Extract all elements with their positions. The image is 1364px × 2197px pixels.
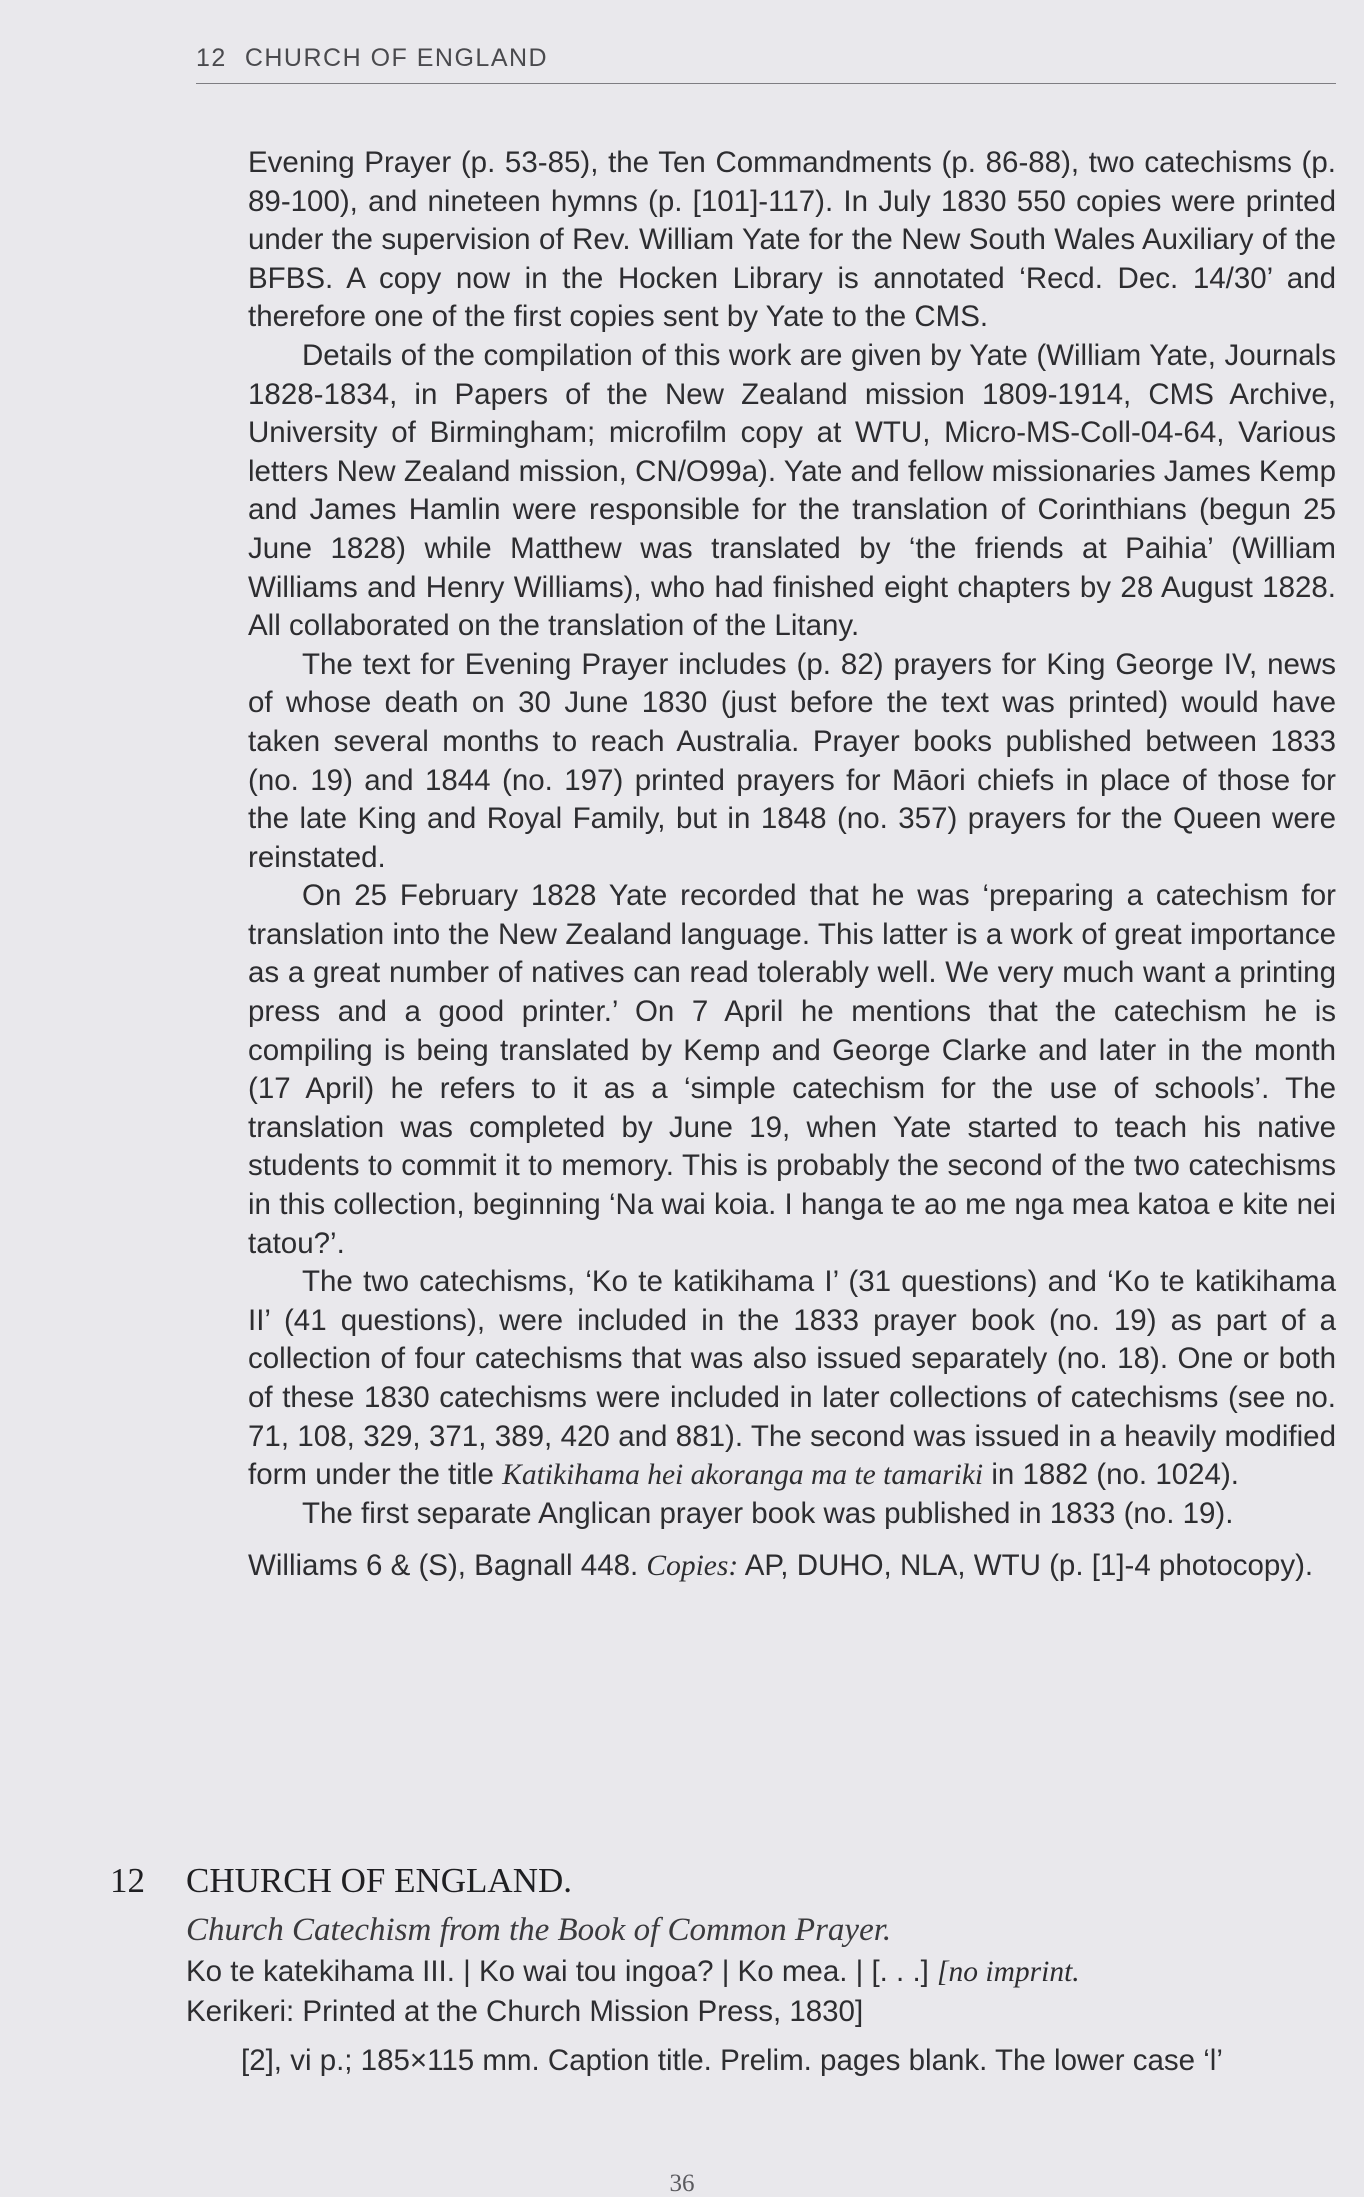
paragraph: The text for Evening Prayer includes (p. 82) prayers for King George IV, news of whose death on 30 June 1830 (just before the text was printed) would have taken several months to reach Australia. Prayer books published between 1833 (no. 19) and 1844 (no. 197) printed prayers for Māori chiefs in place of those for the late King and Royal Family, but in 1848 (no. 357) prayers for the Queen were reinstated. [248, 647, 1336, 874]
paragraph: Evening Prayer (p. 53-85), the Ten Commandments (p. 86-88), two catechisms (p. 89-100), and nineteen hymns (p. [101]-117). In July 1830 550 copies were printed under the supervision of Rev. William Yate for the New South Wales Auxiliary of the BFBS. A copy now in the Hocken Library is annotated ‘Recd. Dec. 14/30’ and therefore one of the first copies sent by Yate to the CMS. [248, 146, 1336, 334]
entry-description: [2], vi p.; 185×115 mm. Caption title. Prelim. pages blank. The lower case ‘l’ [241, 2044, 1223, 2077]
paragraph: Details of the compilation of this work are given by Yate (William Yate, Journals 1828-1834, in Papers of the New Zealand mission 1809-1914, CMS Archive, University of Birmingham; microfilm copy at WTU, Micro-MS-Coll-04-64, Various letters New Zealand mission, CN/O99a). Yate and fellow missionaries James Kemp and James Hamlin were responsible for the translation of Corinthians (begun 25 June 1828) while Matthew was translated by ‘the friends at Paihia’ (William Williams and Henry Williams), who had finished eight chapters by 28 August 1828. All collaborated on the translation of the Litany. [248, 338, 1336, 643]
transcription-text: Ko te katekihama III. | Ko wai tou ingoa? | Ko mea. | [. . .] [186, 1955, 938, 1988]
italic-title: Katikihama hei akoranga ma te tamariki [502, 1459, 984, 1492]
entry-heading [110, 1860, 1336, 1902]
entry-transcription [186, 1952, 1336, 1992]
copies-label: Copies: [646, 1550, 739, 1583]
no-imprint-note: [no imprint. [937, 1956, 1080, 1988]
catalog-entry [110, 1860, 1336, 2080]
paragraph-text: in 1882 (no. 1024). [983, 1458, 1239, 1492]
paragraph [248, 1263, 1336, 1495]
entry-body [186, 1908, 1336, 2080]
references [248, 1547, 1336, 1586]
entry-subtitle: Church Catechism from the Book of Common Prayer. [186, 1912, 892, 1948]
body-text [248, 144, 1336, 1586]
page-number: 36 [669, 2170, 695, 2197]
paragraph-text: The two catechisms, ‘Ko te katikihama I’ (31 questions) and ‘Ko te katikihama II’ (41 questions), were included in the 1833 prayer book (no. 19) as part of a collection of four catechisms that was also issued separately (no. 18). One or both of these 1830 catechisms were included in later collections of catechisms (see no. 71, 108, 329, 371, 389, 420 and 881). The second was issued in a heavily modified form under the title [248, 1265, 1336, 1492]
entry-title: CHURCH OF ENGLAND. [186, 1861, 572, 1900]
copies-list: AP, DUHO, NLA, WTU (p. [1]-4 photocopy). [738, 1549, 1314, 1583]
references-text: Williams 6 & (S), Bagnall 448. [248, 1549, 647, 1583]
paragraph: On 25 February 1828 Yate recorded that he was ‘preparing a catechism for translation into the New Zealand language. This latter is a work of great importance as a great number of natives can read tolerably well. We very much want a printing press and a good printer.’ On 7 April he mentions that the catechism he is compiling is being translated by Kemp and George Clarke and later in the month (17 April) he refers to it as a ‘simple catechism for the use of schools’. The translation was completed by June 19, when Yate started to teach his native students to commit it to memory. This is probably the second of the two catechisms in this collection, beginning ‘Na wai koia. I hanga te ao me nga mea katoa e kite nei tatou?’. [248, 879, 1336, 1260]
entry-number: 12 [110, 1861, 145, 1900]
running-head-title: CHURCH OF ENGLAND [244, 44, 549, 72]
entry-imprint: Kerikeri: Printed at the Church Mission Press, 1830] [186, 1995, 864, 2028]
running-head-page: 12 [196, 44, 227, 72]
running-head [196, 44, 1336, 84]
paragraph: The first separate Anglican prayer book was published in 1833 (no. 19). [302, 1496, 1234, 1530]
